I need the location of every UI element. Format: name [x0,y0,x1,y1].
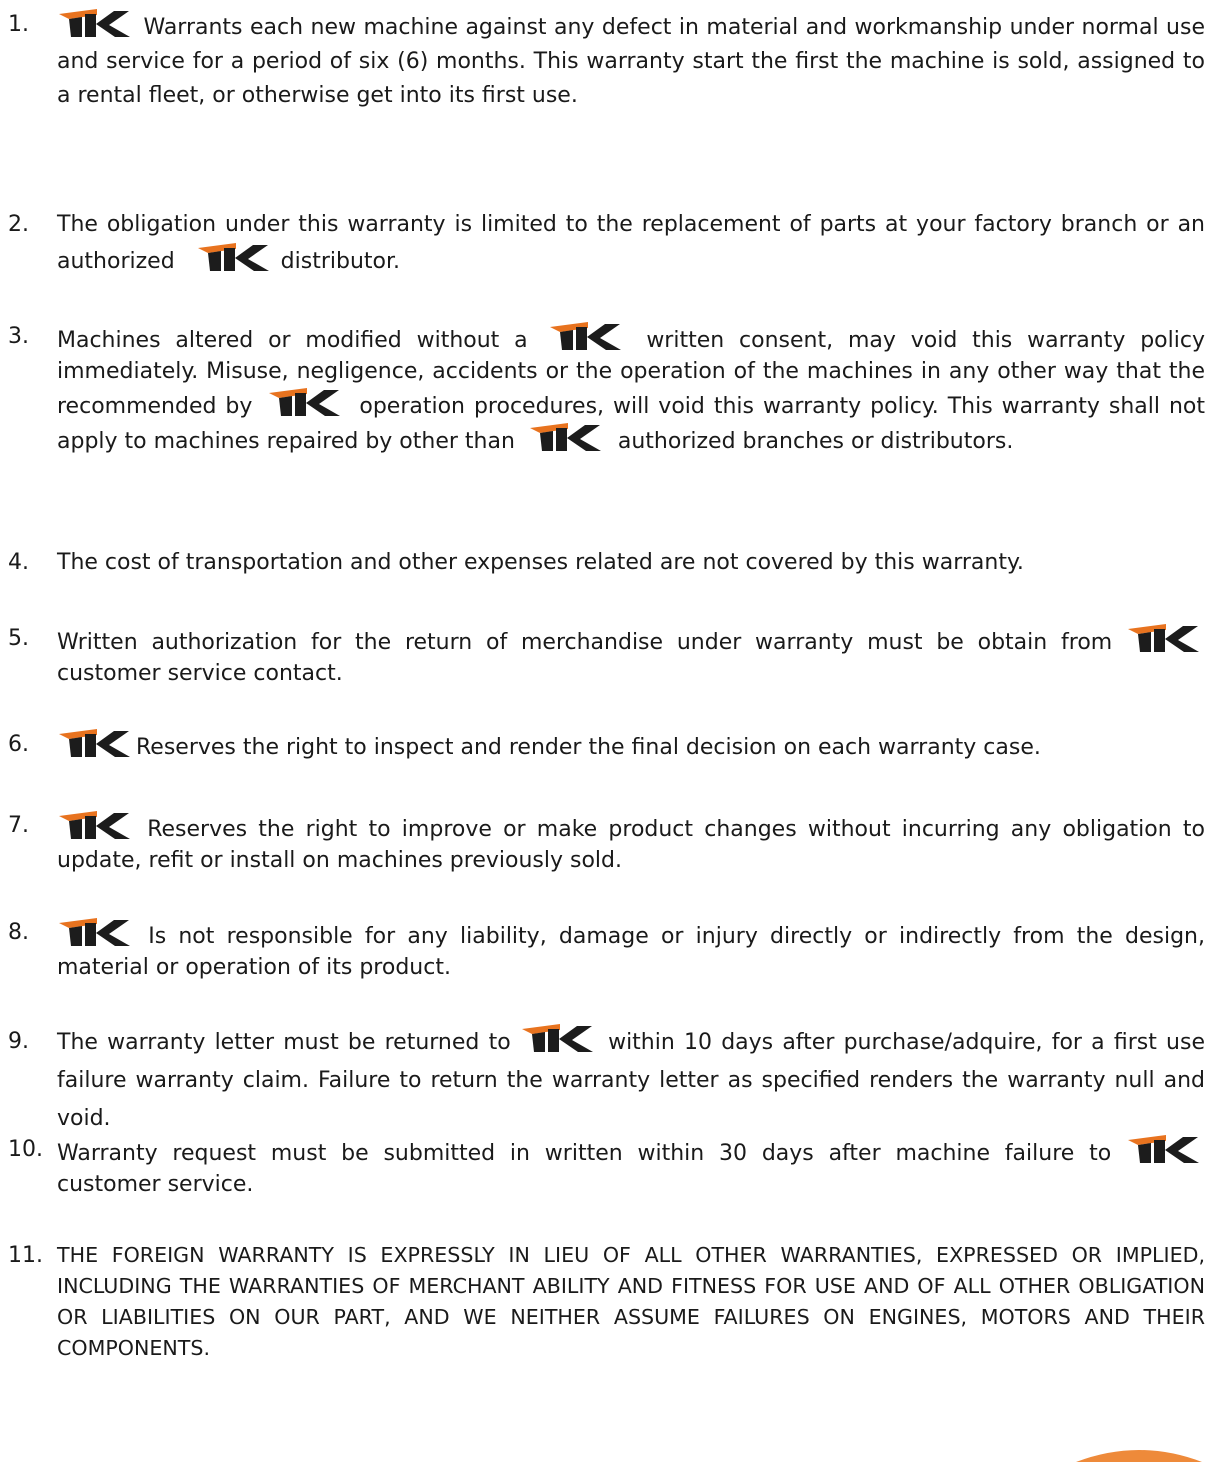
item-number: 10. [8,1137,43,1162]
item-number: 11. [8,1243,43,1268]
item-text: Warrants each new machine against any defect in material and workmanship under normal use and service for a period of six (6) months. This warranty start the first the machine is sold, assigned to a rental fleet, or otherwise get into its first use. [57,8,1205,113]
tk-logo-icon [57,810,133,840]
tk-logo-icon [548,321,624,351]
item-text: Machines altered or modified without a written consent, may void this warranty policy immediately. Misuse, negligence, accidents or the operation of the machines in any other way that the recommended by operation procedures, will void this warranty policy. This warranty shall not apply to machines repaired by other than authorized branches or distributors. [57,321,1205,457]
item-text: Warranty request must be submitted in written within 30 days after machine failure to customer service. [57,1134,1205,1200]
item-text: Reserves the right to improve or make product changes without incurring any obligation to update, refit or install on machines previously sold. [57,810,1205,876]
tk-logo-icon [267,387,343,417]
item-number: 2. [8,212,29,237]
item-number: 6. [8,732,29,757]
item-number: 9. [8,1029,29,1054]
item-number: 3. [8,324,29,349]
tk-logo-icon [1126,623,1202,653]
item-text: Written authorization for the return of merchandise under warranty must be obtain from customer service contact. [57,623,1205,689]
tk-logo-icon [520,1023,596,1053]
tk-logo-icon [57,8,133,38]
item-number: 5. [8,626,29,651]
item-text: The cost of transportation and other expenses related are not covered by this warranty. [57,550,1024,575]
item-number: 8. [8,920,29,945]
item-text: Reserves the right to inspect and render the final decision on each warranty case. [57,728,1205,765]
item-number: 4. [8,550,29,575]
tk-logo-icon [528,422,604,452]
tk-logo-icon [57,728,133,758]
item-text: THE FOREIGN WARRANTY IS EXPRESSLY IN LIEU OF ALL OTHER WARRANTIES, EXPRESSED OR IMPLIED, INCLUDING THE WARRANTIES OF MERCHANT ABILITY AND FITNESS FOR USE AND OF ALL OTHER OBLIGATION OR LIABILITIES ON OUR PART, AND WE NEITHER ASSUME FAILURES ON ENGINES, MOTORS AND THEIR COMPONENTS. [57,1243,1205,1360]
tk-logo-icon [196,242,272,272]
item-number: 7. [8,813,29,838]
item-text: The obligation under this warranty is limited to the replacement of parts at your factory branch or an authorized distributor. [57,212,1205,274]
item-text: Is not responsible for any liability, damage or injury directly or indirectly from the design, material or operation of its product. [57,917,1205,983]
item-number: 1. [8,12,29,37]
tk-logo-icon [57,917,133,947]
orange-swoosh-decoration [1076,1442,1202,1462]
item-text: The warranty letter must be returned to within 10 days after purchase/adquire, for a first use failure warranty claim. Failure to return the warranty letter as specified renders the warranty null and void. [57,1023,1205,1138]
tk-logo-icon [1126,1134,1202,1164]
